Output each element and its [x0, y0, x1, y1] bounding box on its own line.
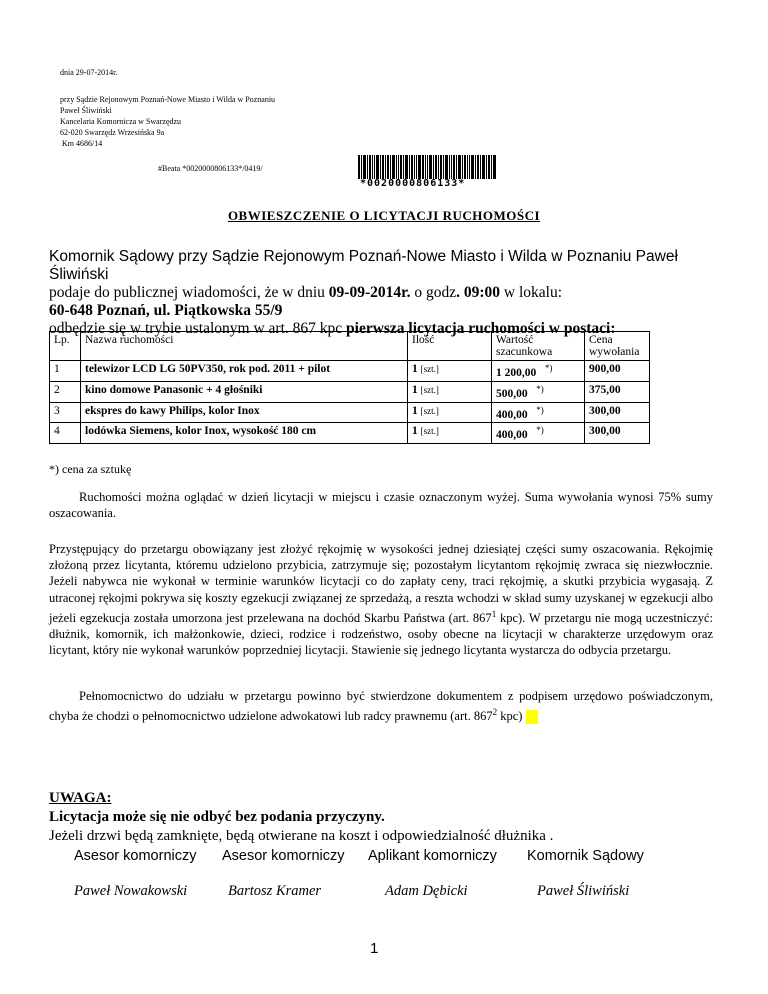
signature-role: Aplikant komorniczy [368, 848, 497, 864]
row-price: 300,00 [585, 423, 650, 444]
signature-name: Paweł Śliwiński [537, 883, 630, 899]
barcode-number: *0020000806133* [360, 178, 466, 189]
paragraph-text: Przystępujący do przetargu obowiązany jest złożyć rękojmię w wysokości jednej dziesiątej części sumy oszacowania. Rękojmię złożoną przez licytanta, któremu udzielono przybicia, zatrzymuje się; pozostałym licytantom rękojmię zwraca się niezwłocznie. Jeżeli nabywca nie wykonał w terminie warunków licytacji co do zapłaty ceny, traci rękojmię, a skutki przybicia wygasają. Z utraconej rękojmi pokrywa się koszty egzekucji związanej ze sprzedażą, a reszta wchodzi w skład sumy uzyskanej w egzekucji albo jeżeli egzekucja została umorzona jest przelewana na dochód Skarbu Państwa (art. 867 [49, 542, 713, 625]
paragraph-viewing: Ruchomości można oglądać w dzień licytacji w miejscu i czasie oznaczonym wyżej. Suma wywołania wynosi 75% sumy oszacowania. [49, 490, 713, 521]
header-qty: Ilość [408, 332, 492, 361]
qty-unit: [szt.] [420, 364, 439, 374]
highlight-mark [526, 710, 538, 724]
intro-line-1: Komornik Sądowy przy Sądzie Rejonowym Poznań-Nowe Miasto i Wilda w Poznaniu Paweł Śliwiński [49, 248, 678, 283]
row-price: 300,00 [585, 402, 650, 423]
page-number: 1 [370, 940, 379, 957]
value-mark: *) [536, 404, 544, 415]
auction-date: 09-09-2014r. [328, 284, 411, 301]
signature-role: Komornik Sądowy [527, 848, 644, 864]
intro-text: w lokalu: [500, 284, 563, 301]
value-mark: *) [536, 425, 544, 436]
value-amount: 400,00 [496, 408, 528, 421]
intro-text: podaje do publicznej wiadomości, że w dniu [49, 284, 329, 301]
value-mark: *) [544, 363, 553, 373]
signature-name: Paweł Nowakowski [74, 883, 188, 899]
signature-role: Asesor komorniczy [74, 848, 197, 864]
auction-type: pierwsza licytacja ruchomości w postaci: [346, 320, 616, 337]
row-qty [408, 423, 492, 444]
row-lp: 4 [50, 423, 81, 444]
signature-name: Bartosz Kramer [228, 883, 322, 899]
table-footnote: *) cena za sztukę [49, 462, 132, 476]
address-line: przy Sądzie Rejonowym Poznań-Nowe Miasto i Wilda w Poznaniu [60, 95, 276, 104]
row-value [492, 381, 585, 402]
auction-time: 09:00 [463, 284, 501, 301]
intro-paragraph [49, 248, 729, 338]
address-line: 62-020 Swarzędz Wrzesińska 9a [60, 128, 165, 137]
superscript: 1 [491, 608, 497, 619]
row-value [492, 423, 585, 444]
qty-unit: [szt.] [420, 384, 439, 395]
qty-value: 1 [412, 404, 418, 417]
paragraph-proxy [49, 688, 713, 725]
table-row [50, 402, 650, 423]
qty-value: 1 [412, 363, 418, 375]
qty-unit: [szt.] [420, 426, 439, 437]
table-row [50, 423, 650, 444]
row-name: ekspres do kawy Philips, kolor Inox [81, 402, 408, 423]
superscript: 2 [492, 707, 498, 718]
intro-text: odbędzie się w trybie ustalonym w art. 867 kpc [49, 320, 347, 337]
address-line: Paweł Śliwiński [60, 106, 112, 115]
row-lp: 3 [50, 402, 81, 423]
barcode [358, 155, 496, 179]
table-row [50, 361, 650, 382]
notice-line-2: Jeżeli drzwi będą zamknięte, będą otwierane na koszt i odpowiedzialność dłużnika . [49, 828, 554, 844]
paragraph-text: Pełnomocnictwo do udziału w przetargu powinno być stwierdzone dokumentem z podpisem urzędowo poświadczonym, chyba że chodzi o pełnomocnictwo udzielone adwokatowi lub radcy prawnemu (art. 867 [49, 689, 713, 724]
value-amount: 500,00 [496, 387, 528, 400]
row-price: 375,00 [585, 381, 650, 402]
row-value [492, 402, 585, 423]
reference-code: #Beata *0020000806133*/0419/ [158, 164, 263, 173]
header-value: Wartość szacunkowa [492, 332, 585, 361]
case-number: Km 4686/14 [60, 139, 103, 148]
court-address [60, 94, 275, 149]
table-header-row [50, 332, 650, 361]
notice-line-1: Licytacja może się nie odbyć bez podania przyczyny. [49, 809, 385, 825]
header-price: Cena wywołania [585, 332, 650, 361]
intro-line-2 [49, 284, 729, 302]
paragraph-deposit [49, 541, 713, 659]
row-value [492, 361, 585, 382]
value-amount: 1 200,00 [496, 366, 537, 379]
qty-value: 1 [412, 425, 418, 438]
row-lp: 1 [50, 361, 81, 382]
row-qty [408, 361, 492, 382]
row-name: telewizor LCD LG 50PV350, rok pod. 2011 + pilot [81, 361, 408, 382]
row-lp: 2 [50, 381, 81, 402]
intro-text: o godz [410, 284, 457, 301]
document-title: OBWIESZCZENIE O LICYTACJI RUCHOMOŚCI [227, 208, 541, 223]
time-prefix: . [456, 284, 464, 301]
signature-name: Adam Dębicki [385, 883, 468, 899]
value-mark: *) [536, 383, 544, 394]
table-row [50, 381, 650, 402]
paragraph-text: kpc). W przetargu nie mogą uczestniczyć: dłużnik, komornik, ich małżonkowie, dzieci, rodzice i rodzeństwo, osoby obecne na licytacji w charakterze urzędowym oraz licytant, który nie wykonał warunków poprzedniej licytacji. Stawienie się jednego licytanta wystarcza do odbycia przetargu. [49, 610, 714, 658]
document-date: dnia 29-07-2014r. [60, 68, 118, 77]
header-name: Nazwa ruchomości [81, 332, 408, 361]
row-qty [408, 381, 492, 402]
header-lp: Lp. [50, 332, 81, 361]
signature-role: Asesor komorniczy [222, 848, 345, 864]
row-price: 900,00 [585, 361, 650, 382]
row-name: lodówka Siemens, kolor Inox, wysokość 180 cm [81, 423, 408, 444]
notice-heading: UWAGA: [49, 790, 112, 806]
value-amount: 400,00 [496, 429, 528, 442]
row-name: kino domowe Panasonic + 4 głośniki [81, 381, 408, 402]
qty-unit: [szt.] [420, 405, 439, 416]
row-qty [408, 402, 492, 423]
items-table [49, 331, 650, 444]
address-line: Kancelaria Komornicza w Swarzędzu [60, 117, 182, 126]
paragraph-text: kpc) [497, 709, 523, 724]
auction-location: 60-648 Poznań, ul. Piątkowska 55/9 [49, 302, 283, 319]
qty-value: 1 [412, 383, 418, 396]
